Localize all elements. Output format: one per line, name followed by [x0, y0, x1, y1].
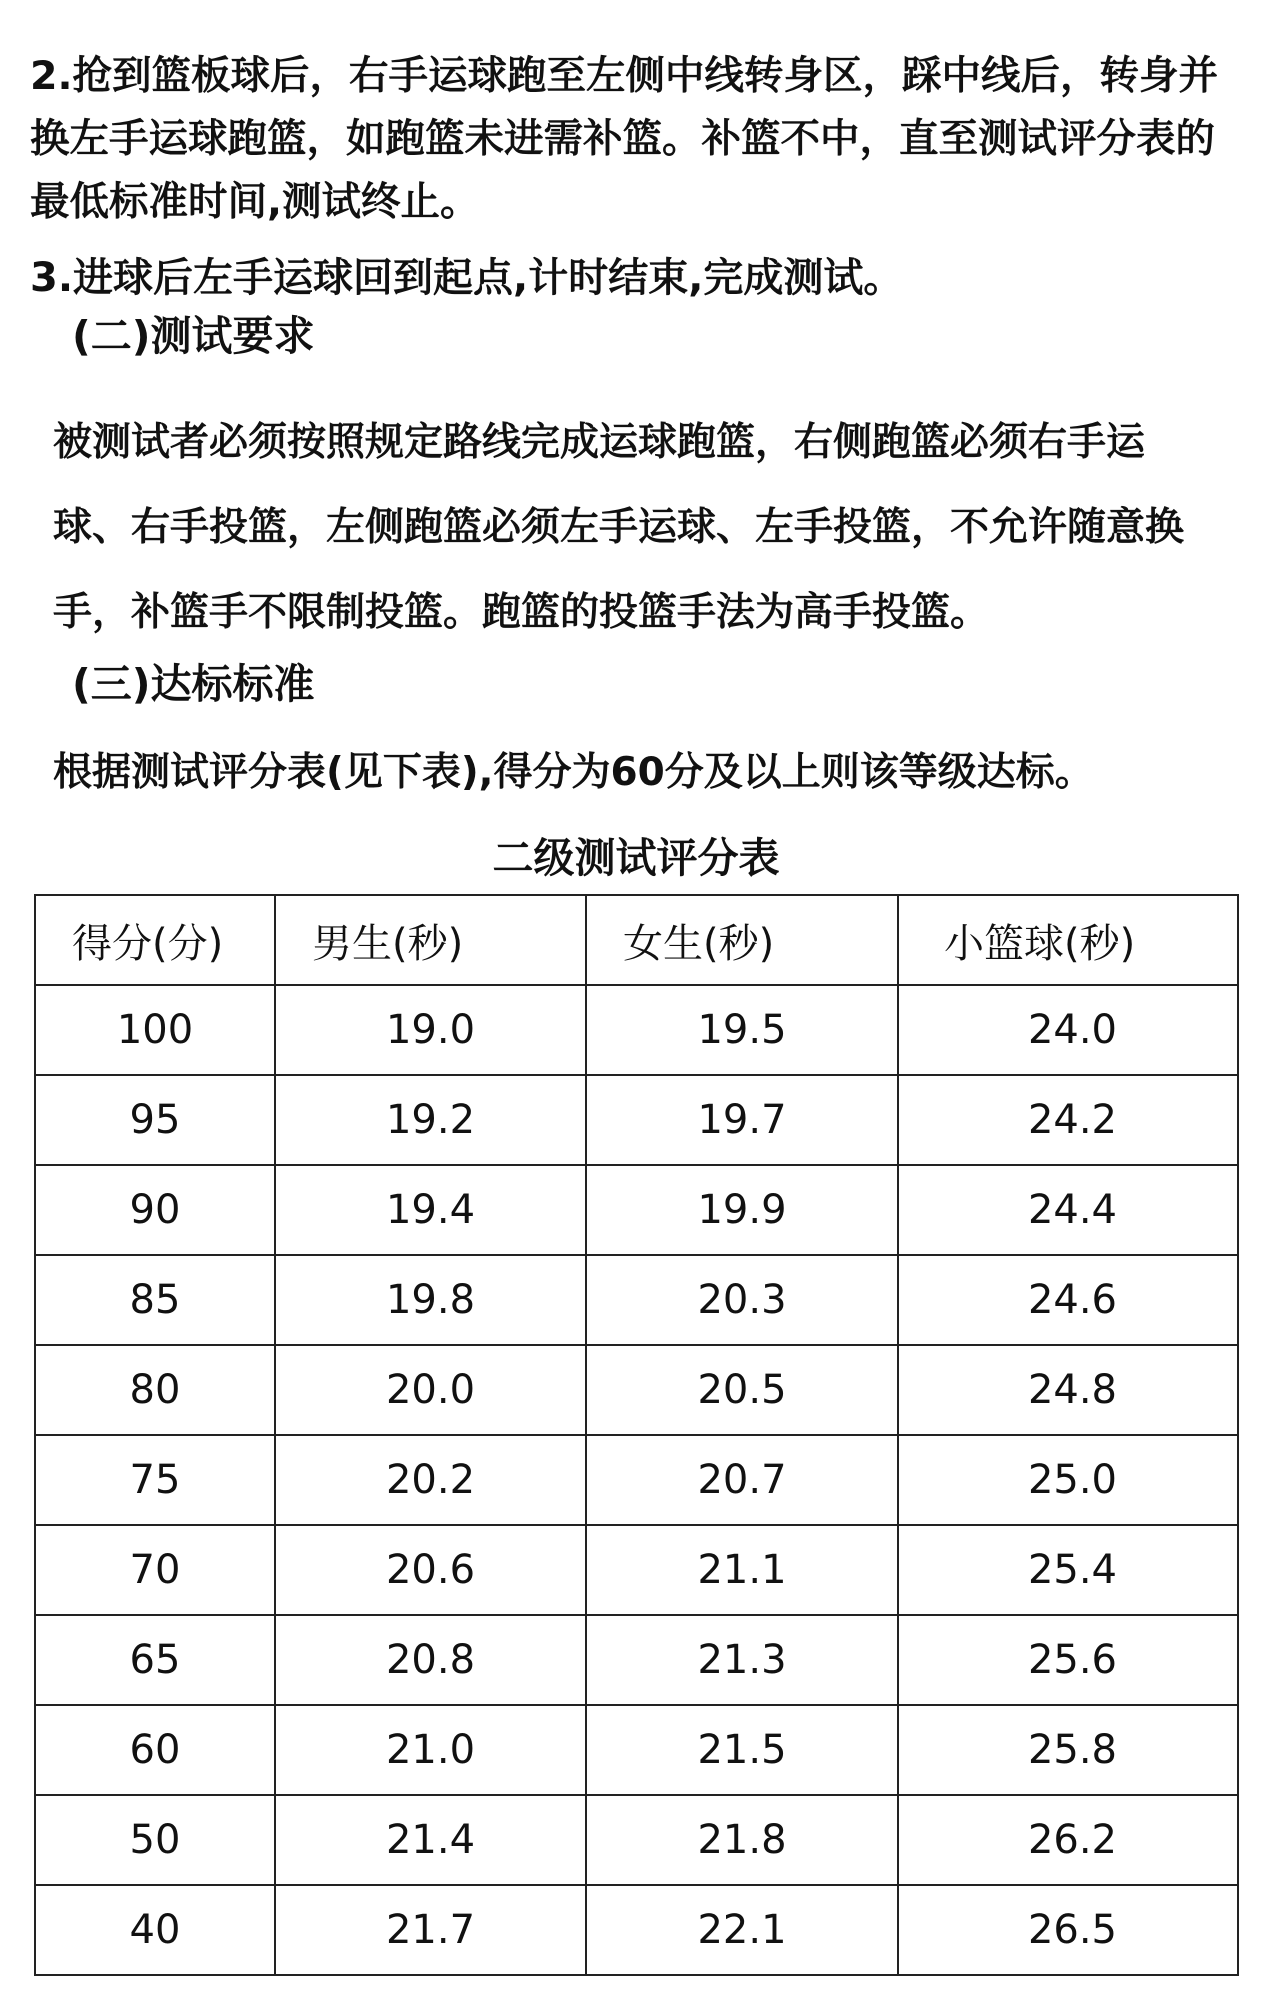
table-row — [35, 1435, 1238, 1525]
male-time-cell: 21.4 — [275, 1795, 586, 1885]
score-cell: 60 — [35, 1705, 275, 1795]
male-time-cell: 20.8 — [275, 1615, 586, 1705]
table-row — [35, 1885, 1238, 1975]
score-cell: 40 — [35, 1885, 275, 1975]
score-column-header: 得分(分) — [35, 895, 275, 985]
mini-basketball-time-cell: 25.8 — [898, 1705, 1238, 1795]
score-cell: 75 — [35, 1435, 275, 1525]
table-row — [35, 1255, 1238, 1345]
female-time-cell: 21.8 — [586, 1795, 898, 1885]
table-row — [35, 1615, 1238, 1705]
table-row — [35, 985, 1238, 1075]
score-cell: 80 — [35, 1345, 275, 1435]
male-time-column-header: 男生(秒) — [275, 895, 586, 985]
mini-basketball-time-column-header: 小篮球(秒) — [898, 895, 1238, 985]
mini-basketball-time-cell: 25.4 — [898, 1525, 1238, 1615]
mini-basketball-time-cell: 25.0 — [898, 1435, 1238, 1525]
female-time-cell: 20.7 — [586, 1435, 898, 1525]
test-step-3: 3.进球后左手运球回到起点,计时结束,完成测试。 — [30, 255, 904, 301]
table-row — [35, 1795, 1238, 1885]
test-step-2: 2.抢到篮板球后，右手运球跑至左侧中线转身区，踩中线后，转身并换左手运球跑篮，如跑篮未进需补篮。补篮不中，直至测试评分表的最低标准时间,测试终止。 — [30, 53, 1218, 225]
male-time-cell: 19.0 — [275, 985, 586, 1075]
female-time-cell: 20.5 — [586, 1345, 898, 1435]
mini-basketball-time-cell: 25.6 — [898, 1615, 1238, 1705]
score-cell: 50 — [35, 1795, 275, 1885]
female-time-cell: 19.5 — [586, 985, 898, 1075]
requirements-heading: (二)测试要求 — [72, 312, 315, 360]
mini-basketball-time-cell: 24.8 — [898, 1345, 1238, 1435]
mini-basketball-time-cell: 24.2 — [898, 1075, 1238, 1165]
score-cell: 85 — [35, 1255, 275, 1345]
score-cell: 65 — [35, 1615, 275, 1705]
female-time-cell: 19.7 — [586, 1075, 898, 1165]
mini-basketball-time-cell: 24.0 — [898, 985, 1238, 1075]
mini-basketball-time-cell: 24.4 — [898, 1165, 1238, 1255]
female-time-cell: 19.9 — [586, 1165, 898, 1255]
score-cell: 100 — [35, 985, 275, 1075]
score-cell: 95 — [35, 1075, 275, 1165]
mini-basketball-time-cell: 26.5 — [898, 1885, 1238, 1975]
score-table-header-row — [35, 895, 1238, 985]
mini-basketball-time-cell: 24.6 — [898, 1255, 1238, 1345]
female-time-column-header: 女生(秒) — [586, 895, 898, 985]
male-time-cell: 20.6 — [275, 1525, 586, 1615]
female-time-cell: 21.1 — [586, 1525, 898, 1615]
mini-basketball-time-cell: 26.2 — [898, 1795, 1238, 1885]
table-row — [35, 1345, 1238, 1435]
requirements-text: 被测试者必须按照规定路线完成运球跑篮，右侧跑篮必须右手运球、右手投篮，左侧跑篮必须左手运球、左手投篮，不允许随意换手，补篮手不限制投篮。跑篮的投篮手法为高手投篮。 — [53, 420, 1185, 635]
score-table-title: 二级测试评分表 — [492, 834, 780, 882]
score-table — [34, 894, 1239, 1976]
male-time-cell: 20.2 — [275, 1435, 586, 1525]
male-time-cell: 21.7 — [275, 1885, 586, 1975]
female-time-cell: 21.5 — [586, 1705, 898, 1795]
table-row — [35, 1705, 1238, 1795]
table-row — [35, 1075, 1238, 1165]
table-row — [35, 1525, 1238, 1615]
male-time-cell: 19.8 — [275, 1255, 586, 1345]
male-time-cell: 19.4 — [275, 1165, 586, 1255]
table-row — [35, 1165, 1238, 1255]
standard-text: 根据测试评分表(见下表),得分为60分及以上则该等级达标。 — [53, 750, 1094, 795]
male-time-cell: 21.0 — [275, 1705, 586, 1795]
male-time-cell: 20.0 — [275, 1345, 586, 1435]
standard-heading: (三)达标标准 — [72, 660, 315, 708]
score-cell: 90 — [35, 1165, 275, 1255]
female-time-cell: 20.3 — [586, 1255, 898, 1345]
female-time-cell: 21.3 — [586, 1615, 898, 1705]
female-time-cell: 22.1 — [586, 1885, 898, 1975]
male-time-cell: 19.2 — [275, 1075, 586, 1165]
score-cell: 70 — [35, 1525, 275, 1615]
